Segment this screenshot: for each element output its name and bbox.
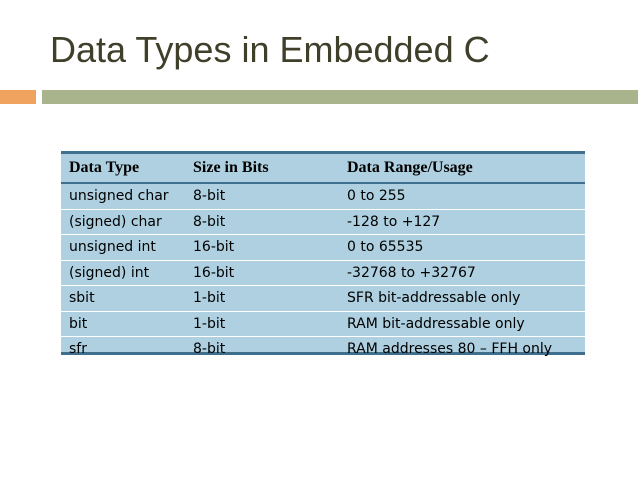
accent-bar-olive: [42, 90, 638, 104]
cell-data-type: bit: [61, 311, 185, 337]
table-header-row: [61, 154, 585, 183]
cell-range: RAM bit-addressable only: [339, 311, 585, 337]
cell-range: 0 to 65535: [339, 235, 585, 261]
cell-size: 8-bit: [185, 183, 339, 209]
table-row: [61, 286, 585, 312]
cell-range: -128 to +127: [339, 209, 585, 235]
data-types-table-container: [61, 151, 585, 358]
table-row: [61, 260, 585, 286]
cell-data-type: sfr: [69, 341, 87, 358]
cell-range: SFR bit-addressable only: [339, 286, 585, 312]
table-row: [61, 311, 585, 337]
cell-data-type: (signed) char: [61, 209, 185, 235]
cell-data-type: (signed) int: [61, 260, 185, 286]
cell-size: 16-bit: [185, 260, 339, 286]
header-size-in-bits: Size in Bits: [185, 154, 339, 183]
cell-size: 1-bit: [185, 286, 339, 312]
accent-bar-orange: [0, 90, 36, 104]
table-row: [61, 235, 585, 261]
cell-data-type: unsigned int: [61, 235, 185, 261]
cell-size: 8-bit: [193, 341, 226, 358]
cell-range: RAM addresses 80 – FFH only: [347, 341, 553, 358]
header-data-type: Data Type: [61, 154, 185, 183]
cell-size: 16-bit: [185, 235, 339, 261]
cell-data-type: sbit: [61, 286, 185, 312]
cell-data-type: unsigned char: [61, 183, 185, 209]
cell-range: 0 to 255: [339, 183, 585, 209]
cell-size: 8-bit: [185, 209, 339, 235]
cell-range: -32768 to +32767: [339, 260, 585, 286]
table-row: [61, 209, 585, 235]
data-types-table: [61, 154, 585, 362]
slide-title: Data Types in Embedded C: [50, 29, 490, 70]
table-row: [61, 337, 585, 362]
header-data-range-usage: Data Range/Usage: [339, 154, 585, 183]
cell-size: 1-bit: [185, 311, 339, 337]
table-row: [61, 183, 585, 209]
